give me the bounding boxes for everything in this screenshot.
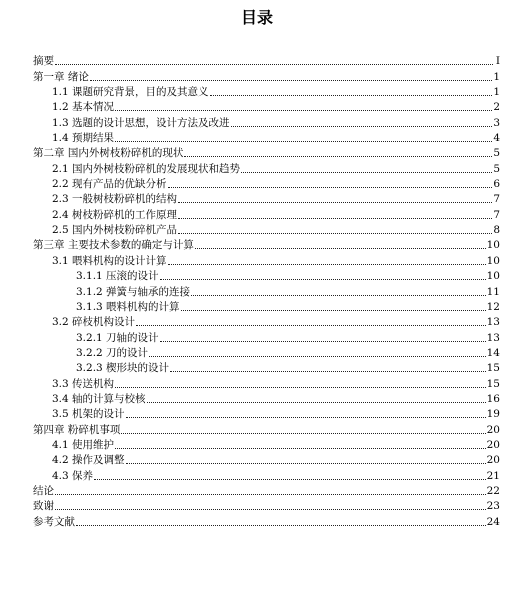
toc-entry[interactable]	[33, 513, 500, 528]
dot-leader	[231, 125, 493, 127]
toc-entry[interactable]	[33, 299, 500, 314]
toc-entry-label: 致谢	[33, 500, 54, 513]
toc-entry[interactable]	[33, 360, 500, 375]
toc-entry-page-number: 7	[493, 208, 500, 221]
toc-entry-page-number: 21	[486, 469, 500, 482]
toc-entry-page-number: 1	[493, 86, 500, 99]
toc-entry-label: 2.3 一般树枝粉碎机的结构	[52, 193, 178, 206]
toc-entry[interactable]	[33, 252, 500, 267]
toc-entry-page-number: 13	[486, 331, 500, 344]
toc-entry-page-number: 23	[486, 500, 500, 513]
toc-entry[interactable]	[33, 498, 500, 513]
toc-entry[interactable]	[33, 99, 500, 114]
toc-entry-label: 第四章 粉碎机事项	[33, 423, 121, 436]
toc-entry-label: 第三章 主要技术参数的确定与计算	[33, 239, 194, 252]
toc-entry-page-number: 2	[493, 101, 500, 114]
toc-entry-label: 3.5 机架的设计	[52, 408, 125, 421]
toc-entry[interactable]	[33, 345, 500, 360]
dot-leader	[76, 524, 486, 526]
toc-entry-label: 摘要	[33, 55, 54, 68]
dot-leader	[184, 155, 492, 157]
toc-entry-label: 3.4 轴的计算与校核	[52, 392, 146, 405]
dot-leader	[147, 401, 486, 403]
dot-leader	[160, 278, 486, 280]
dot-leader	[195, 247, 486, 249]
dot-leader	[126, 416, 486, 418]
toc-entry-page-number: 10	[486, 254, 500, 267]
dot-leader	[160, 340, 486, 342]
toc-entry-label: 2.5 国内外树枝粉碎机产品	[52, 224, 178, 237]
toc-entry-label: 3.2.1 刀轴的设计	[76, 331, 159, 344]
toc-entry-page-number: 19	[486, 408, 500, 421]
table-of-contents	[33, 53, 500, 529]
toc-entry-page-number: 14	[486, 346, 500, 359]
toc-entry-page-number: 4	[493, 132, 500, 145]
dot-leader	[126, 462, 486, 464]
toc-entry-page-number: 24	[486, 515, 500, 528]
toc-entry-label: 1.2 基本情况	[52, 101, 115, 114]
dot-leader	[168, 263, 486, 265]
toc-entry-page-number: 13	[486, 316, 500, 329]
toc-entry[interactable]	[33, 375, 500, 390]
toc-entry-label: 3.1.2 弹簧与轴承的连接	[76, 285, 191, 298]
toc-entry-label: 1.4 预期结果	[52, 132, 115, 145]
dot-leader	[115, 447, 486, 449]
dot-leader	[94, 478, 486, 480]
toc-entry-page-number: 5	[493, 162, 500, 175]
toc-entry[interactable]	[33, 191, 500, 206]
toc-entry[interactable]	[33, 114, 500, 129]
toc-entry[interactable]	[33, 237, 500, 252]
toc-entry-label: 3.1 喂料机构的设计计算	[52, 254, 167, 267]
toc-entry-page-number: 10	[486, 239, 500, 252]
toc-entry[interactable]	[33, 130, 500, 145]
dot-leader	[168, 186, 493, 188]
dot-leader	[178, 232, 492, 234]
toc-entry[interactable]	[33, 53, 500, 68]
toc-entry-page-number: 3	[493, 116, 500, 129]
toc-entry-label: 3.1.3 喂料机构的计算	[76, 300, 180, 313]
page-title: 目录	[240, 8, 273, 27]
dot-leader	[149, 355, 486, 357]
dot-leader	[55, 493, 486, 495]
toc-entry-page-number: 12	[486, 300, 500, 313]
toc-entry-label: 4.3 保养	[52, 469, 94, 482]
toc-entry-label: 3.2 碎枝机构设计	[52, 316, 136, 329]
toc-entry-label: 3.3 传送机构	[52, 377, 115, 390]
toc-entry-page-number: 10	[486, 270, 500, 283]
dot-leader	[170, 370, 486, 372]
toc-entry[interactable]	[33, 421, 500, 436]
toc-entry-label: 1.3 选题的设计思想，设计方法及改进	[52, 116, 230, 129]
toc-entry-label: 3.1.1 压滚的设计	[76, 270, 159, 283]
toc-entry[interactable]	[33, 406, 500, 421]
dot-leader	[178, 201, 492, 203]
dot-leader	[178, 217, 492, 219]
toc-entry[interactable]	[33, 160, 500, 175]
toc-entry[interactable]	[33, 268, 500, 283]
dot-leader	[191, 294, 486, 296]
toc-entry-label: 3.2.3 楔形块的设计	[76, 362, 170, 375]
toc-entry[interactable]	[33, 145, 500, 160]
toc-entry-page-number: 20	[486, 438, 500, 451]
toc-entry-page-number: 6	[493, 178, 500, 191]
toc-entry-page-number: 5	[493, 147, 500, 160]
dot-leader	[115, 386, 486, 388]
toc-entry[interactable]	[33, 68, 500, 83]
toc-entry[interactable]	[33, 206, 500, 221]
toc-entry[interactable]	[33, 283, 500, 298]
toc-entry[interactable]	[33, 467, 500, 482]
toc-entry-label: 1.1 课题研究背景，目的及其意义	[52, 86, 209, 99]
dot-leader	[181, 309, 486, 311]
toc-entry-label: 结论	[33, 484, 54, 497]
dot-leader	[136, 324, 486, 326]
toc-entry-page-number: I	[495, 55, 500, 68]
toc-entry-label: 4.2 操作及调整	[52, 454, 125, 467]
toc-entry-label: 2.4 树枝粉碎机的工作原理	[52, 208, 178, 221]
toc-entry-page-number: 7	[493, 193, 500, 206]
toc-entry-label: 参考文献	[33, 515, 75, 528]
dot-leader	[55, 63, 493, 65]
dot-leader	[210, 94, 493, 96]
dot-leader	[115, 140, 492, 142]
dot-leader	[241, 171, 492, 173]
toc-entry-page-number: 20	[486, 423, 500, 436]
toc-entry-page-number: 1	[493, 70, 500, 83]
toc-entry[interactable]	[33, 391, 500, 406]
toc-entry-label: 第一章 绪论	[33, 70, 89, 83]
toc-entry-label: 第二章 国内外树枝粉碎机的现状	[33, 147, 184, 160]
toc-entry[interactable]	[33, 329, 500, 344]
toc-entry-page-number: 20	[486, 454, 500, 467]
dot-leader	[90, 79, 492, 81]
toc-entry[interactable]	[33, 84, 500, 99]
toc-entry-label: 4.1 使用维护	[52, 438, 115, 451]
dot-leader	[55, 508, 486, 510]
dot-leader	[121, 432, 485, 434]
toc-entry-label: 3.2.2 刀的设计	[76, 346, 149, 359]
toc-entry[interactable]	[33, 222, 500, 237]
toc-entry-page-number: 8	[493, 224, 500, 237]
toc-entry-page-number: 11	[486, 285, 500, 298]
toc-entry[interactable]	[33, 176, 500, 191]
dot-leader	[115, 109, 492, 111]
toc-entry[interactable]	[33, 437, 500, 452]
toc-entry-page-number: 15	[486, 362, 500, 375]
toc-entry-page-number: 16	[486, 392, 500, 405]
toc-entry[interactable]	[33, 314, 500, 329]
toc-entry[interactable]	[33, 452, 500, 467]
toc-entry-label: 2.1 国内外树枝粉碎机的发展现状和趋势	[52, 162, 241, 175]
toc-entry-label: 2.2 现有产品的优缺分析	[52, 178, 167, 191]
toc-entry-page-number: 15	[486, 377, 500, 390]
toc-entry-page-number: 22	[486, 484, 500, 497]
toc-entry[interactable]	[33, 483, 500, 498]
